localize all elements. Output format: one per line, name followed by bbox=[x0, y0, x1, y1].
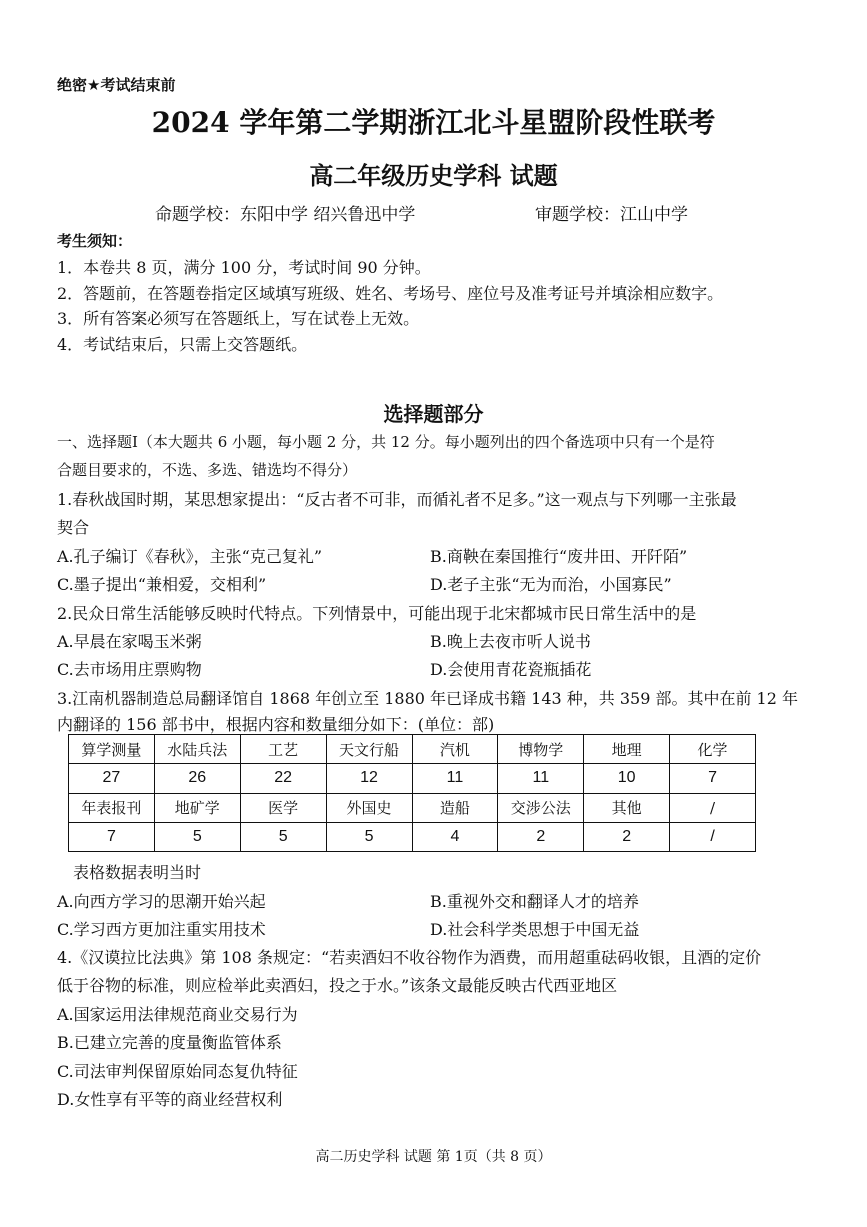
table-cell: 水陆兵法 bbox=[154, 735, 240, 764]
notice-item: 4．考试结束后，只需上交答题纸。 bbox=[57, 335, 308, 354]
question-stem: 1.春秋战国时期，某思想家提出：“反古者不可非，而循礼者不足多。”这一观点与下列哪一主张最 bbox=[57, 490, 737, 509]
table-cell: 工艺 bbox=[240, 735, 326, 764]
option-d: D.社会科学类思想于中国无益 bbox=[430, 920, 640, 939]
question-stem: 低于谷物的标准，则应检举此卖酒妇，投之于水。”该条文最能反映古代西亚地区 bbox=[57, 976, 618, 995]
translation-table bbox=[68, 734, 756, 852]
table-cell: 化学 bbox=[670, 735, 756, 764]
table-row bbox=[69, 793, 756, 822]
option-b: B.晚上去夜市听人说书 bbox=[430, 632, 591, 651]
option-c: C.去市场用庄票购物 bbox=[57, 660, 202, 679]
part-intro: 合题目要求的，不选、多选、错选均不得分） bbox=[57, 461, 358, 479]
question-stem: 契合 bbox=[57, 518, 90, 537]
table-row bbox=[69, 735, 756, 764]
table-cell: 造船 bbox=[412, 793, 498, 822]
table-cell: 26 bbox=[154, 764, 240, 793]
table-cell: 年表报刊 bbox=[69, 793, 155, 822]
table-cell: 11 bbox=[498, 764, 584, 793]
exam-title: 2024 学年第二学期浙江北斗星盟阶段性联考 bbox=[151, 106, 716, 139]
table-cell: 22 bbox=[240, 764, 326, 793]
table-cell: 汽机 bbox=[412, 735, 498, 764]
option-a: A.早晨在家喝玉米粥 bbox=[57, 632, 202, 651]
reviewer-school: 审题学校：江山中学 bbox=[535, 205, 688, 225]
option-d: D.会使用青花瓷瓶插花 bbox=[430, 660, 592, 679]
option-b: B.商鞅在秦国推行“废井田、开阡陌” bbox=[430, 547, 688, 566]
table-cell: 10 bbox=[584, 764, 670, 793]
page-footer: 高二历史学科 试题 第 1页（共 8 页） bbox=[315, 1149, 552, 1165]
table-cell: 博物学 bbox=[498, 735, 584, 764]
option-a: A.向西方学习的思潮开始兴起 bbox=[57, 892, 266, 911]
table-cell: 27 bbox=[69, 764, 155, 793]
table-cell: 12 bbox=[326, 764, 412, 793]
table-cell: 2 bbox=[498, 822, 584, 851]
option-d: D.老子主张“无为而治，小国寡民” bbox=[430, 575, 672, 594]
table-cell: 地理 bbox=[584, 735, 670, 764]
option-c: C.学习西方更加注重实用技术 bbox=[57, 920, 266, 939]
question-stem: 4.《汉谟拉比法典》第 108 条规定：“若卖酒妇不收谷物作为酒费，而用超重砝码收银，且酒的定价 bbox=[57, 948, 762, 967]
question-stem: 3.江南机器制造总局翻译馆自 1868 年创立至 1880 年已译成书籍 143 种，共 359 部。其中在前 12 年 bbox=[57, 689, 799, 708]
option-a: A.孔子编订《春秋》，主张“克己复礼” bbox=[57, 547, 323, 566]
table-row bbox=[69, 764, 756, 793]
notice-item: 1．本卷共 8 页，满分 100 分，考试时间 90 分钟。 bbox=[57, 258, 431, 277]
question-stem: 内翻译的 156 部书中，根据内容和数量细分如下：(单位：部) bbox=[57, 715, 495, 734]
option-c: C.司法审判保留原始同态复仇特征 bbox=[57, 1062, 298, 1081]
table-cell: 7 bbox=[69, 822, 155, 851]
notice-heading: 考生须知： bbox=[57, 232, 133, 250]
table-cell: 天文行船 bbox=[326, 735, 412, 764]
table-cell: 外国史 bbox=[326, 793, 412, 822]
exam-subtitle: 高二年级历史学科 试题 bbox=[309, 162, 558, 190]
option-c: C.墨子提出“兼相爱，交相利” bbox=[57, 575, 267, 594]
table-cell: 算学测量 bbox=[69, 735, 155, 764]
notice-item: 2．答题前，在答题卷指定区域填写班级、姓名、考场号、座位号及准考证号并填涂相应数字。 bbox=[57, 284, 724, 303]
option-b: B.重视外交和翻译人才的培养 bbox=[430, 892, 639, 911]
table-cell: / bbox=[670, 822, 756, 851]
notice-item: 3．所有答案必须写在答题纸上，写在试卷上无效。 bbox=[57, 309, 420, 328]
question-prompt: 表格数据表明当时 bbox=[73, 863, 202, 882]
option-b: B.已建立完善的度量衡监管体系 bbox=[57, 1033, 282, 1052]
table-cell: 5 bbox=[240, 822, 326, 851]
table-cell: 5 bbox=[154, 822, 240, 851]
table-cell: 5 bbox=[326, 822, 412, 851]
part-intro: 一、选择题Ⅰ（本大题共 6 小题，每小题 2 分，共 12 分。每小题列出的四个备选项中只有一个是符 bbox=[57, 433, 715, 451]
table-row bbox=[69, 822, 756, 851]
table-cell: 2 bbox=[584, 822, 670, 851]
table-cell: 7 bbox=[670, 764, 756, 793]
table-cell: 交涉公法 bbox=[498, 793, 584, 822]
confidential-mark: 绝密★考试结束前 bbox=[57, 76, 176, 94]
proposer-schools: 命题学校：东阳中学 绍兴鲁迅中学 bbox=[155, 205, 416, 225]
table-cell: 4 bbox=[412, 822, 498, 851]
table-cell: 地矿学 bbox=[154, 793, 240, 822]
option-a: A.国家运用法律规范商业交易行为 bbox=[57, 1005, 298, 1024]
table-cell: 其他 bbox=[584, 793, 670, 822]
option-d: D.女性享有平等的商业经营权利 bbox=[57, 1090, 283, 1109]
question-stem: 2.民众日常生活能够反映时代特点。下列情景中，可能出现于北宋都城市民日常生活中的是 bbox=[57, 604, 697, 623]
table-cell: / bbox=[670, 793, 756, 822]
table-cell: 11 bbox=[412, 764, 498, 793]
table-cell: 医学 bbox=[240, 793, 326, 822]
section-title: 选择题部分 bbox=[383, 402, 484, 426]
